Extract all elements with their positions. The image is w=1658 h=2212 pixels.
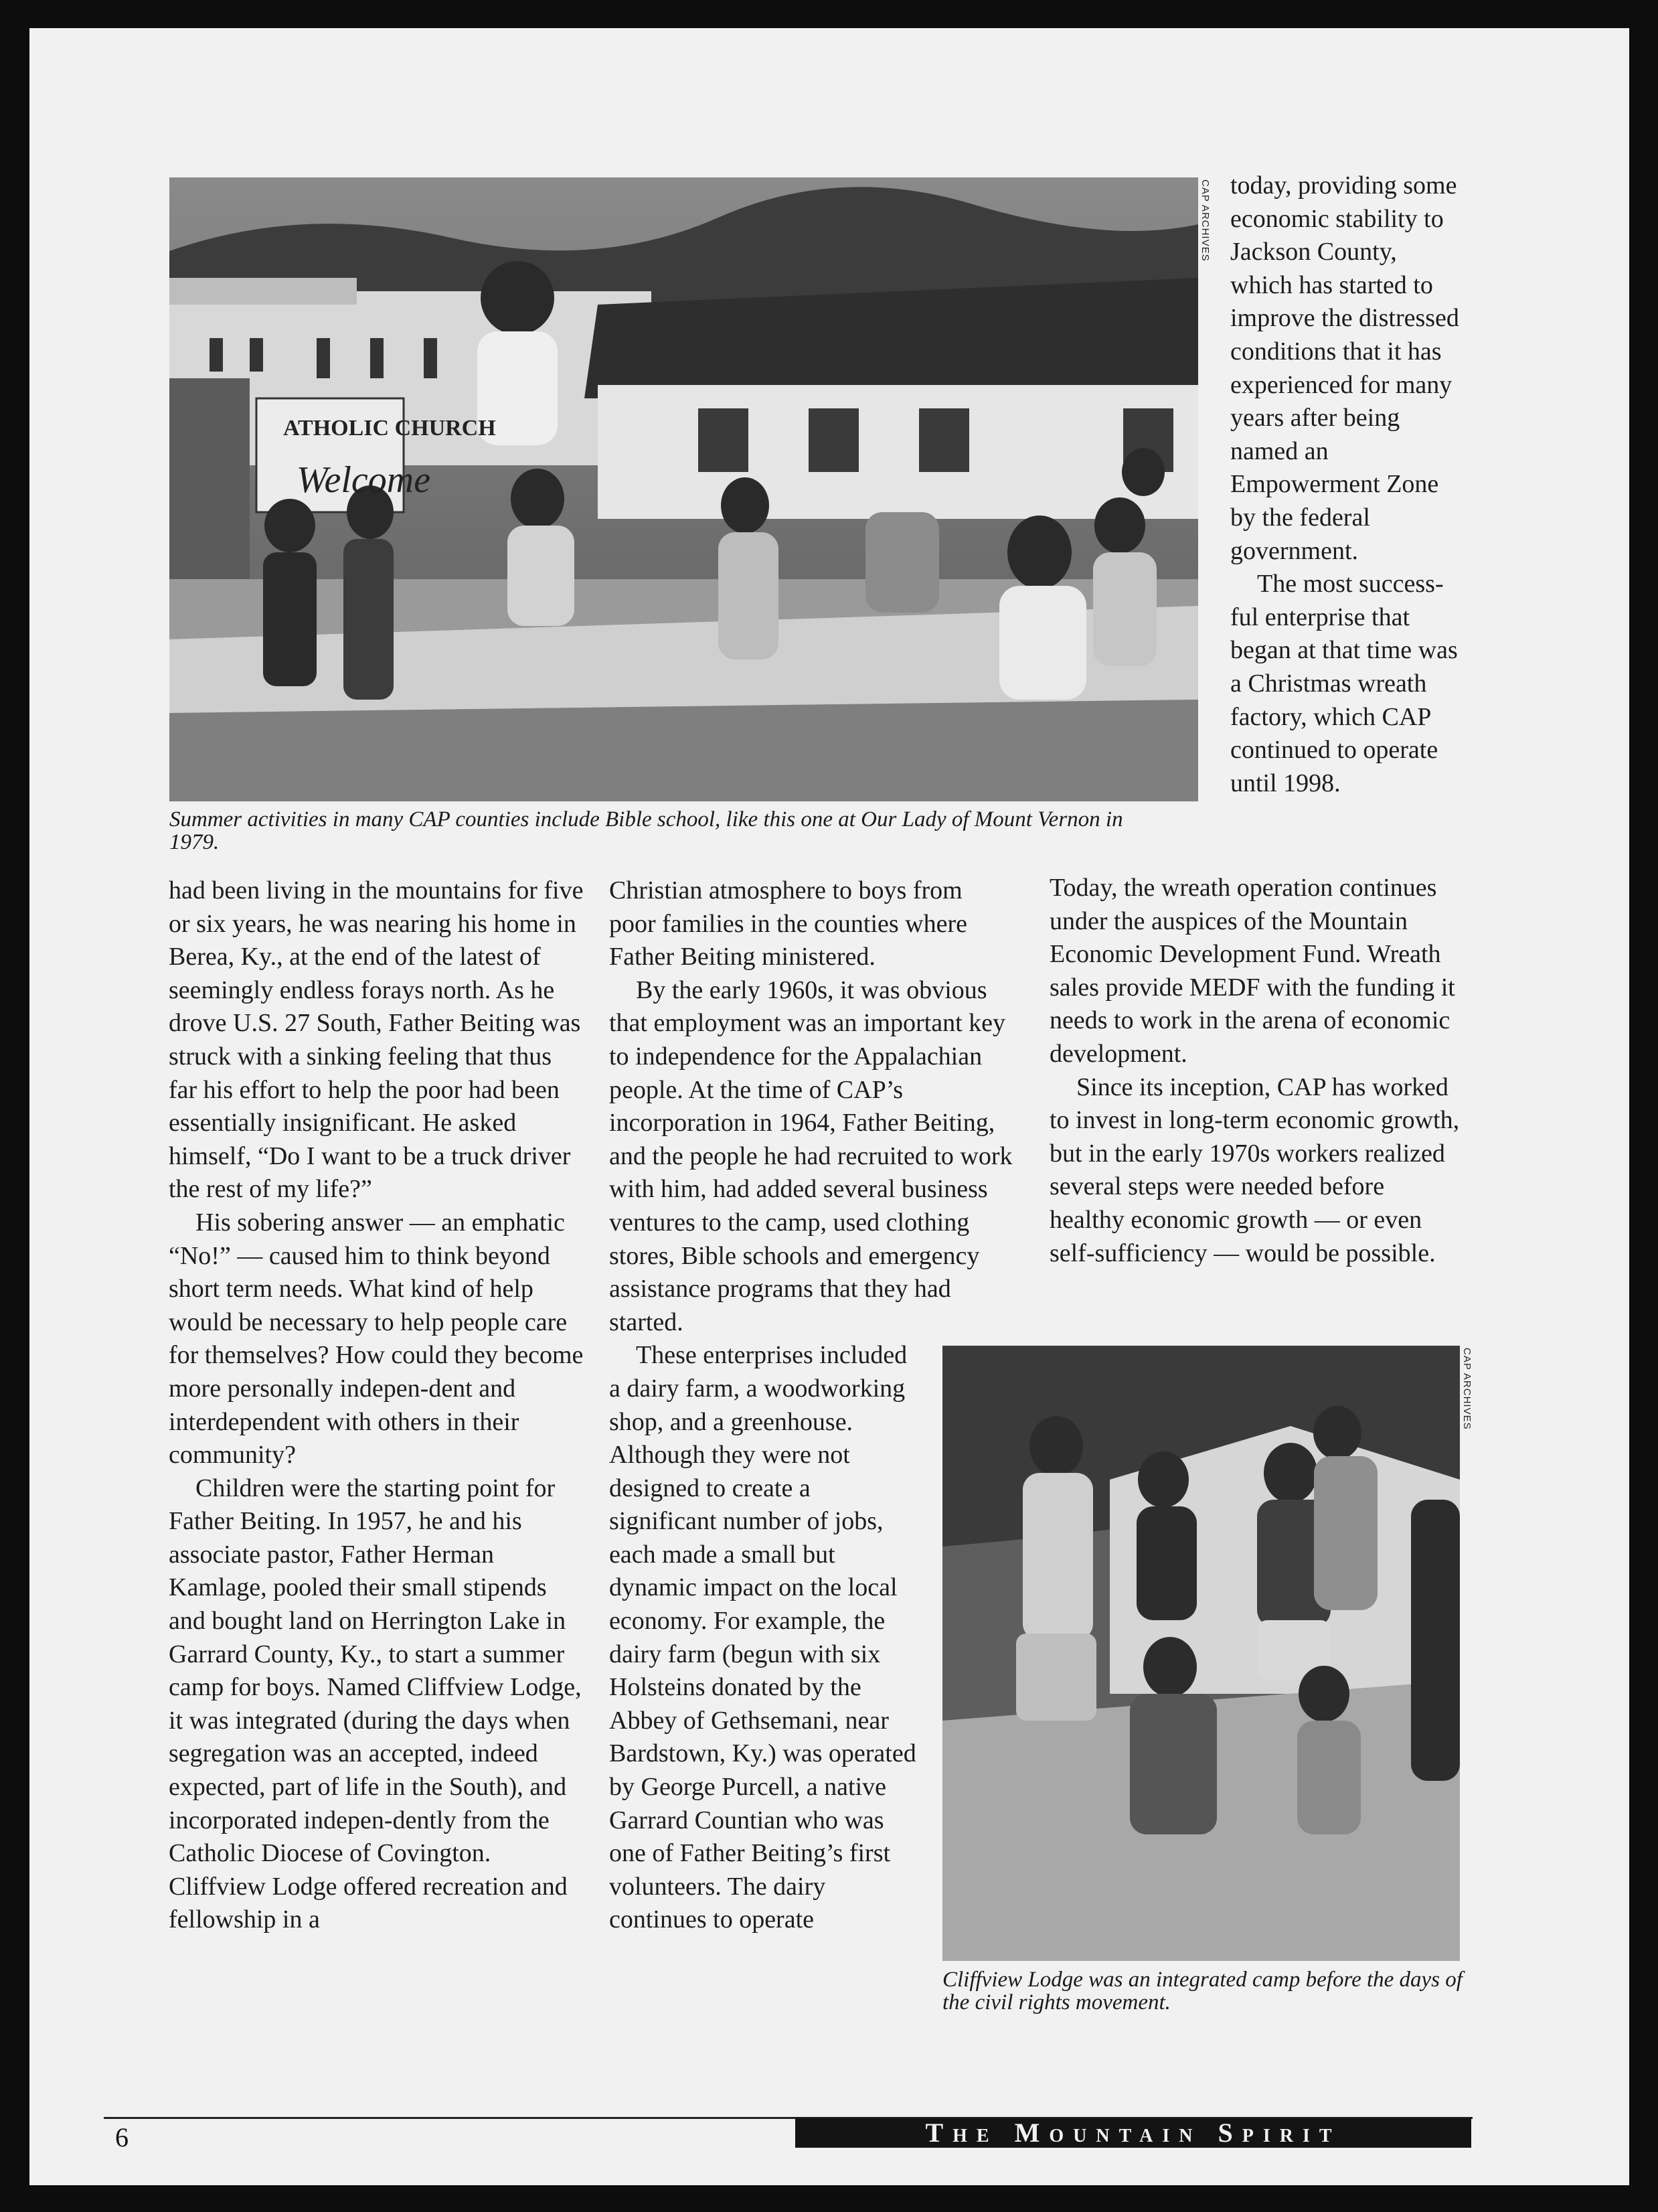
article-paragraph: today, providing some economic stability to Jackson County, which has started to improve the distressed conditions that it has experienced for many years after being named an Empowerment Zone by the federal government. [1230,171,1459,565]
cliffview-lodge-photo [942,1346,1460,1961]
article-paragraph: His sobering answer — an emphatic “No!” — caused him to think beyond short term needs. What kind of help would be necessary to help people care for themselves? How could they become more personally indepen-dent and interdependent with others in their community? [169,1208,584,1470]
article-column-1 [169,874,584,1937]
article-paragraph: Today, the wreath operation continues under the auspices of the Mountain Economic Development Fund. Wreath sales provide MEDF with the funding it needs to work in the arena of economic development. [1050,874,1455,1068]
article-paragraph: By the early 1960s, it was obvious that employment was an important key to independence for the Appalachian people. At the time of CAP’s incorporation in 1964, Father Beiting, and the people he had recruited to work with him, had added several business ventures to the camp, used clothing stores, Bible schools and emergency assistance programs that they had started. [609,975,1013,1336]
bible-school-photo [169,177,1198,801]
church-sign-welcome: Welcome [297,459,431,501]
masthead-banner: The Mountain Spirit [795,2118,1471,2148]
photo-credit-1: CAP ARCHIVES [1199,179,1211,262]
photo-caption-1: Summer activities in many CAP counties include Bible school, like this one at Our Lady of Mount Vernon in 1979. [169,807,1123,854]
article-paragraph: Since its inception, CAP has worked to invest in long-term economic growth, but in the early 1970s workers realized several steps were needed before healthy economic growth — or even self-sufficiency — would be possible. [1050,1073,1460,1267]
church-sign-text: ATHOLIC CHURCH [283,416,496,441]
photo-credit-2: CAP ARCHIVES [1461,1348,1473,1430]
article-column-3-top [1230,169,1465,800]
article-paragraph: Children were the starting point for Father Beiting. In 1957, he and his associate pastor, Father Herman Kamlage, pooled their small stipends and bought land on Herrington Lake in Garrard County, Ky., to start a summer camp for boys. Named Cliffview Lodge, it was integrated (during the days when segregation was an accepted, indeed expected, part of life in the South), and incorporated indepen-dently from the Catholic Diocese of Covington. Cliffview Lodge offered recreation and fellowship in a [169,1474,582,1934]
article-paragraph: Christian atmosphere to boys from poor families in the counties where Father Beiting ministered. [609,876,968,971]
article-column-2 [609,874,1014,1937]
article-paragraph: The most success-ful enterprise that began at that time was a Christmas wreath factory, which CAP continued to operate until 1998. [1230,570,1458,797]
article-paragraph: These enterprises included a dairy farm, a woodworking shop, and a greenhouse. Although they were not designed to create a significant number of jobs, each made a small but dynamic impact on the local economy. For example, the dairy farm (begun with six Holsteins donated by the Abbey of Gethsemani, near Bardstown, Ky.) was operated by George Purcell, a native Garrard Countian who was one of Father Beiting’s first volunteers. The dairy continues to operate [609,1341,916,1934]
photo-caption-2: Cliffview Lodge was an integrated camp before the days of the civil rights movement. [942,1968,1463,2014]
article-column-3-bottom [1050,872,1461,1270]
article-paragraph: had been living in the mountains for five or six years, he was nearing his home in Berea, Ky., at the end of the latest of seemingly endless forays north. As he drove U.S. 27 South, Father Beiting was struck with a sinking feeling that thus far his effort to help the poor had been essentially insignificant. He asked himself, “Do I want to be a truck driver the rest of my life?” [169,876,584,1204]
page-number: 6 [115,2122,129,2152]
